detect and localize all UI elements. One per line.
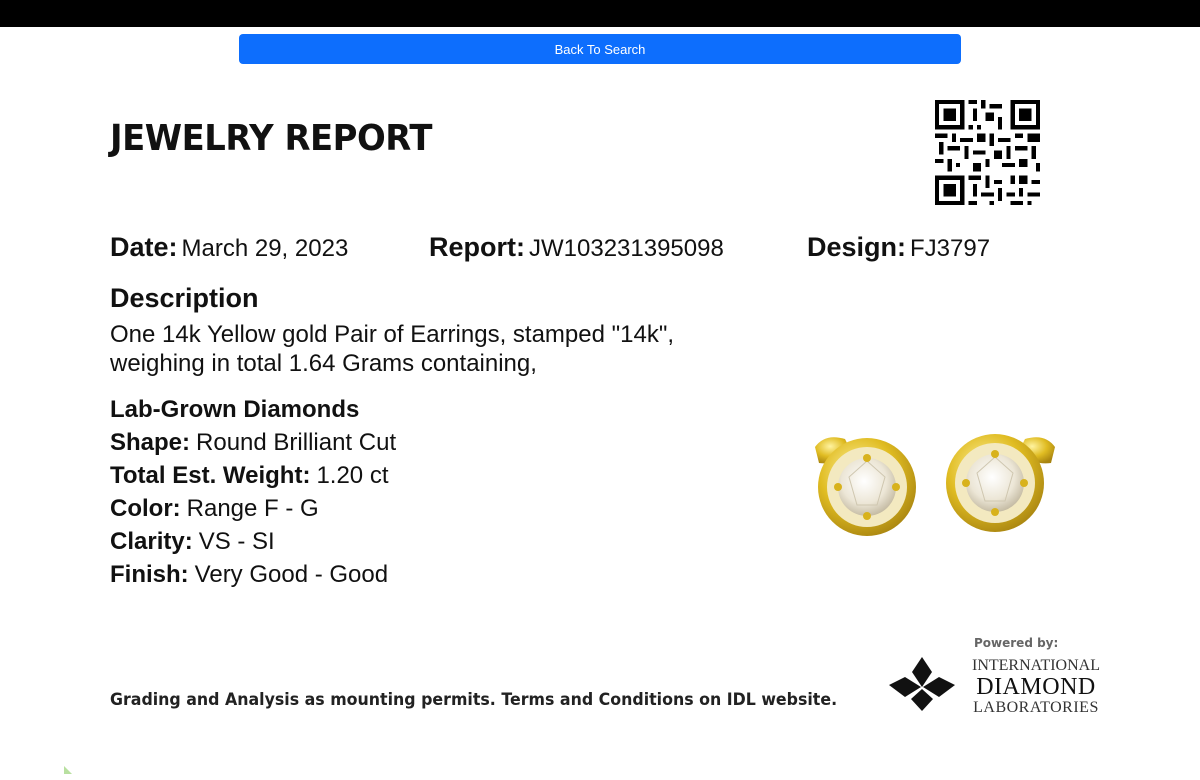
powered-by-label: Powered by: (974, 636, 1059, 650)
earrings-image (805, 425, 1065, 540)
design-field (807, 232, 990, 263)
top-bar (0, 0, 1200, 27)
spec-value: 1.20 ct (316, 462, 389, 489)
diamond-specs (110, 394, 396, 591)
spec-label: Shape: (110, 429, 191, 456)
description-heading: Description (110, 283, 259, 313)
corner-mark (64, 766, 72, 774)
idl-logo-icon (887, 655, 957, 713)
spec-row-weight (110, 459, 396, 492)
design-label: Design: (807, 232, 907, 262)
spec-row-clarity (110, 525, 396, 558)
spec-value: Round Brilliant Cut (196, 429, 397, 456)
spec-value: Range F - G (186, 495, 319, 522)
terms-text: Grading and Analysis as mounting permits. Terms and Conditions on IDL website. (110, 690, 838, 710)
description-line: One 14k Yellow gold Pair of Earrings, stamped "14k", (110, 321, 675, 348)
date-label: Date: (110, 232, 178, 262)
description-line: weighing in total 1.64 Grams containing, (110, 350, 537, 377)
spec-label: Color: (110, 495, 181, 522)
description-text (110, 320, 730, 378)
spec-label: Total Est. Weight: (110, 462, 311, 489)
idl-line-diamond: DIAMOND (976, 674, 1096, 700)
page-title: JEWELRY REPORT (110, 118, 432, 159)
spec-value: Very Good - Good (194, 561, 389, 588)
spec-value: VS - SI (198, 528, 275, 555)
date-value: March 29, 2023 (181, 235, 349, 262)
report-label: Report: (429, 232, 525, 262)
date-field (110, 232, 348, 263)
idl-wordmark (972, 657, 1100, 717)
spec-row-shape (110, 426, 396, 459)
specs-heading: Lab-Grown Diamonds (110, 396, 360, 423)
spec-label: Finish: (110, 561, 189, 588)
idl-line-laboratories: LABORATORIES (973, 699, 1099, 716)
spec-label: Clarity: (110, 528, 193, 555)
report-value: JW103231395098 (529, 235, 724, 262)
qr-code-icon (935, 100, 1040, 205)
spec-row-color (110, 492, 396, 525)
design-value: FJ3797 (910, 235, 991, 262)
idl-line-international: INTERNATIONAL (972, 657, 1100, 674)
report-number-field (429, 232, 724, 263)
back-to-search-button[interactable]: Back To Search (239, 34, 961, 64)
spec-row-finish (110, 558, 396, 591)
